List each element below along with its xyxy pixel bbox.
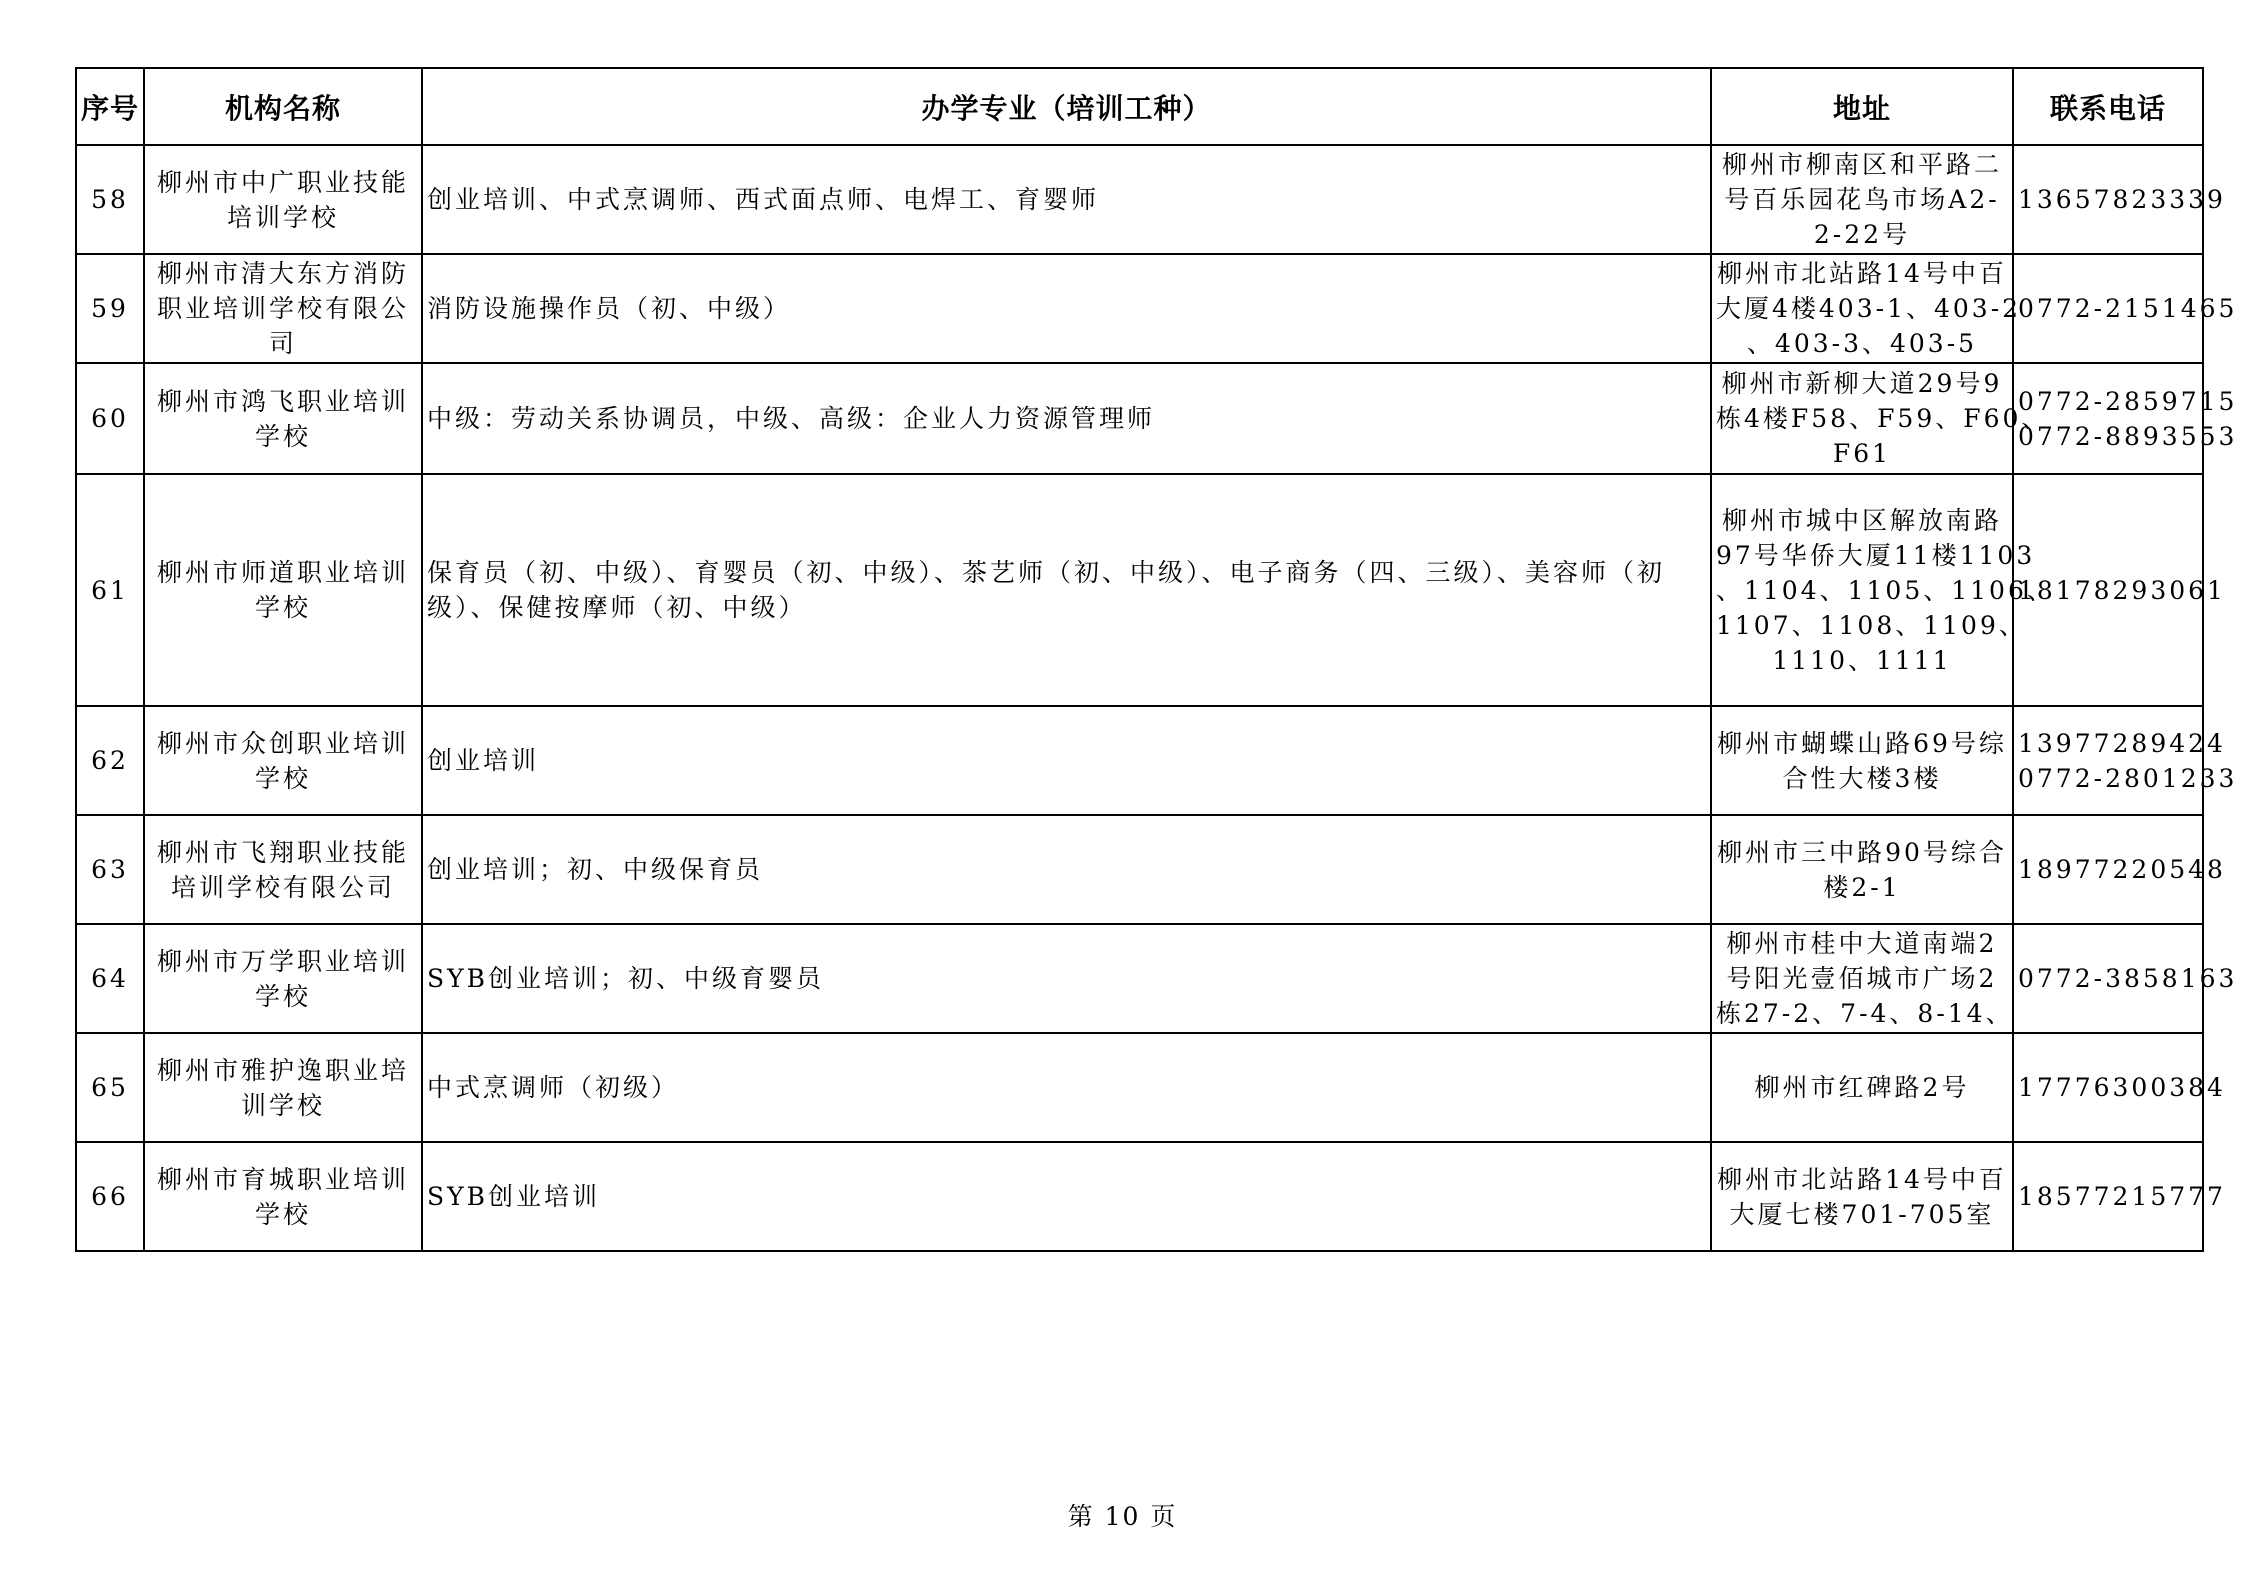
name-line: 训学校: [240, 1090, 325, 1120]
phone-line: 0772-2801233: [2018, 763, 2238, 793]
address-line: 号阳光壹佰城市广场2: [1726, 964, 1998, 993]
cell-institution-name: [144, 254, 422, 363]
phone-line: 18977220548: [2018, 855, 2226, 884]
cell-institution-name: [144, 706, 422, 815]
cell-phone: [2013, 815, 2226, 924]
name-line: 柳州市鸿飞职业培训: [156, 386, 409, 416]
name-line: 柳州市众创职业培训: [156, 728, 409, 758]
address-line: 栋4楼F58、F59、F60、: [1716, 404, 2050, 433]
header-address: 地址: [1711, 68, 2013, 145]
address-line: 柳州市桂中大道南端2: [1726, 929, 1998, 958]
cell-training-major: SYB创业培训；初、中级育婴员: [422, 924, 1711, 1033]
name-line: 培训学校有限公司: [170, 872, 395, 902]
cell-address: [1711, 815, 2013, 924]
table-row: [76, 1033, 2203, 1142]
name-line: 柳州市师道职业培训: [156, 558, 409, 587]
cell-phone: [2013, 474, 2226, 706]
name-line: 学校: [254, 981, 311, 1011]
phone-line: 18178293061: [2018, 575, 2226, 605]
cell-address: [1711, 1033, 2013, 1142]
name-line: 学校: [254, 1199, 311, 1229]
address-line: 柳州市柳南区和平路二: [1721, 150, 2002, 179]
name-line: 培训学校: [226, 202, 339, 232]
cell-serial-number: 61: [76, 474, 144, 706]
address-line: 合性大楼3楼: [1782, 763, 1942, 793]
cell-address: [1711, 1142, 2013, 1251]
cell-phone: [2013, 1142, 2226, 1251]
page-number: 第 10 页: [1067, 1502, 1178, 1531]
phone-line: 0772-3858163: [2018, 964, 2238, 993]
address-line: 柳州市城中区解放南路: [1721, 505, 2002, 535]
cell-serial-number: 66: [76, 1142, 144, 1251]
name-line: 柳州市清大东方消防: [156, 259, 409, 288]
cell-serial-number: 59: [76, 254, 144, 363]
phone-line: 18577215777: [2018, 1182, 2226, 1211]
cell-institution-name: [144, 1142, 422, 1251]
address-line: F61: [1832, 439, 1892, 468]
header-institution-name: 机构名称: [144, 68, 422, 145]
phone-line: 0772-8893553: [2018, 421, 2238, 451]
table-row: [76, 254, 2203, 363]
address-line: 柳州市红碑路2号: [1754, 1073, 1970, 1102]
cell-training-major: 消防设施操作员（初、中级）: [422, 254, 1711, 363]
cell-address: [1711, 924, 2013, 1033]
cell-address: [1711, 254, 2022, 363]
table-row: [76, 474, 2203, 706]
table-row: [76, 706, 2203, 815]
cell-address: [1711, 363, 2050, 474]
name-line: 司: [268, 329, 297, 358]
cell-institution-name: [144, 145, 422, 254]
cell-training-major: 中式烹调师（初级）: [422, 1033, 1711, 1142]
name-line: 学校: [254, 421, 311, 451]
address-line: 、1104、1105、1106、: [1716, 575, 2055, 605]
cell-phone: [2013, 706, 2238, 815]
address-line: 大厦4楼403-1、403-2: [1716, 294, 2022, 323]
cell-institution-name: [144, 363, 422, 474]
phone-line: 0772-2151465: [2018, 294, 2238, 323]
cell-serial-number: 62: [76, 706, 144, 815]
cell-phone: [2013, 145, 2226, 254]
address-line: 号百乐园花鸟市场A2-: [1724, 185, 2000, 214]
table-row: [76, 815, 2203, 924]
address-line: 柳州市蝴蝶山路69号综: [1717, 728, 2007, 758]
address-line: 1107、1108、1109、: [1716, 610, 2027, 640]
cell-training-major: 创业培训、中式烹调师、西式面点师、电焊工、育婴师: [422, 145, 1711, 254]
name-line: 柳州市万学职业培训: [156, 946, 409, 976]
cell-training-major: 创业培训: [422, 706, 1711, 815]
name-line: 柳州市雅护逸职业培: [156, 1055, 409, 1085]
cell-address: [1711, 145, 2013, 254]
name-line: 柳州市中广职业技能: [156, 167, 409, 197]
address-line: 2-22号: [1813, 220, 1911, 249]
training-institutions-table: [75, 67, 2238, 1252]
cell-serial-number: 58: [76, 145, 144, 254]
address-line: 、403-3、403-5: [1746, 329, 1978, 358]
cell-serial-number: 64: [76, 924, 144, 1033]
cell-serial-number: 60: [76, 363, 144, 474]
cell-phone: [2013, 254, 2238, 363]
cell-training-major: 中级：劳动关系协调员，中级、高级：企业人力资源管理师: [422, 363, 1711, 474]
cell-institution-name: [144, 474, 422, 706]
cell-institution-name: [144, 924, 422, 1033]
name-line: 柳州市育城职业培训: [156, 1164, 409, 1194]
address-line: 1110、1111: [1772, 645, 1952, 675]
address-line: 楼2-1: [1823, 872, 1901, 902]
address-line: 97号华侨大厦11楼1103: [1716, 540, 2036, 570]
table-row: [76, 363, 2203, 474]
cell-address: [1711, 474, 2055, 706]
cell-institution-name: [144, 1033, 422, 1142]
address-line: 柳州市北站路14号中百: [1717, 1164, 2007, 1194]
cell-phone: [2013, 1033, 2226, 1142]
cell-serial-number: 63: [76, 815, 144, 924]
table-row: [76, 1142, 2203, 1251]
phone-line: 0772-2859715: [2018, 386, 2238, 416]
cell-address: [1711, 706, 2013, 815]
address-line: 栋27-2、7-4、8-14、: [1716, 999, 2014, 1028]
address-line: 柳州市北站路14号中百: [1717, 259, 2007, 288]
header-phone: 联系电话: [2013, 68, 2203, 145]
header-training-major: 办学专业（培训工种）: [422, 68, 1711, 145]
table-row: [76, 145, 2203, 254]
name-line: 柳州市飞翔职业技能: [156, 837, 409, 867]
address-line: 大厦七楼701-705室: [1729, 1199, 1995, 1229]
name-line: 学校: [254, 763, 311, 793]
cell-training-major: 保育员（初、中级）、育婴员（初、中级）、茶艺师（初、中级）、电子商务（四、三级）、美容师（初级）、保健按摩师（初、中级）: [422, 474, 1711, 706]
header-serial-number: 序号: [76, 68, 144, 145]
address-line: 柳州市新柳大道29号9: [1721, 369, 2003, 398]
cell-phone: [2013, 924, 2238, 1033]
phone-line: 13977289424: [2018, 728, 2226, 758]
address-line: 柳州市三中路90号综合: [1717, 837, 2007, 867]
phone-line: 17776300384: [2018, 1073, 2226, 1102]
table-row: [76, 924, 2203, 1033]
header-row: [76, 68, 2203, 145]
phone-line: 13657823339: [2018, 185, 2226, 214]
cell-training-major: 创业培训；初、中级保育员: [422, 815, 1711, 924]
name-line: 学校: [254, 593, 311, 622]
cell-phone: [2013, 363, 2238, 474]
cell-training-major: SYB创业培训: [422, 1142, 1711, 1251]
cell-serial-number: 65: [76, 1033, 144, 1142]
name-line: 职业培训学校有限公: [156, 294, 409, 323]
cell-institution-name: [144, 815, 422, 924]
